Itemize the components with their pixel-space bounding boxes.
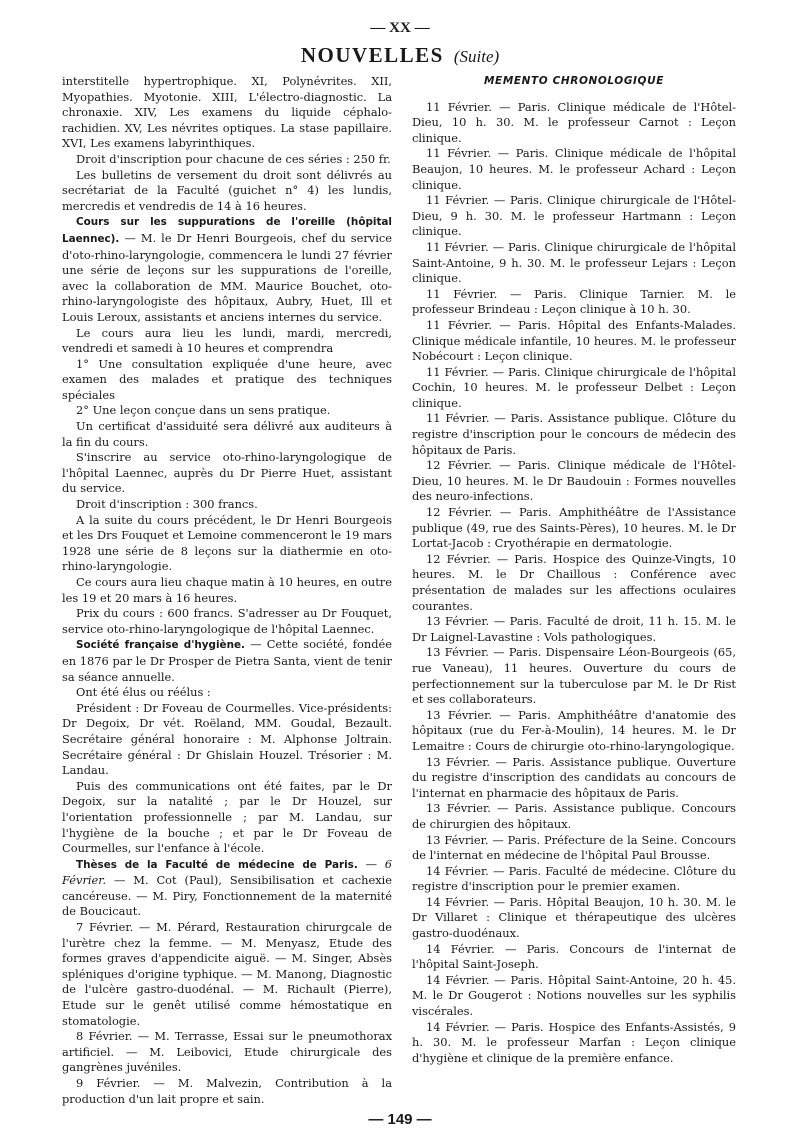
paragraph: Puis des communications ont été faites, par le Dr Degoix, sur la natalité ; par le Dr Houzel, sur l'orientation professionnelle ; par M. Landau, sur l'hygiène de la bouche ; et par le Dr Foveau de Courmelles, sur l'enfance à l'école.: [62, 778, 392, 856]
memento-entry: 11 Février. — Paris. Clinique médicale de l'hôpital Beaujon, 10 heures. M. le professeur Achard : Leçon clinique.: [412, 146, 736, 192]
item-text: — Cette société, fondée en 1876 par le Dr Prosper de Pietra Santa, vient de tenir sa séance annuelle.: [62, 637, 392, 684]
memento-entry: 13 Février. — Paris. Dispensaire Léon-Bourgeois (65, rue Vaneau), 11 heures. Ouverture du cours de perfectionnement sur la tuberculose par M. le Dr Rist et ses collaborateurs.: [412, 645, 736, 707]
page-number: — 149 —: [368, 1111, 432, 1128]
memento-entry: 12 Février. — Paris. Clinique médicale de l'Hôtel-Dieu, 10 heures. M. le Dr Baudouin : Formes nouvelles des neuro-infections.: [412, 458, 736, 504]
paragraph: Un certificat d'assiduité sera délivré aux auditeurs à la fin du cours.: [62, 419, 392, 449]
paragraph: Président : Dr Foveau de Courmelles. Vice-présidents: Dr Degoix, Dr vét. Roëland, MM. Goudal, Bezault. Secrétaire général honoraire : M. Alphonse Joltrain. Secrétaire général : Dr Ghislain Houzel. Trésorier : M. Landau.: [62, 700, 392, 778]
memento-entry: 11 Février. — Paris. Assistance publique. Clôture du registre d'inscription pour le concours de médecin des hôpitaux de Paris.: [412, 411, 736, 457]
item-heading: Cours sur les suppurations de l'oreille (hôpital Laennec).: [62, 216, 392, 245]
memento-entry: 11 Février. — Paris. Clinique chirurgicale de l'hôpital Cochin, 10 heures. M. le professeur Delbet : Leçon clinique.: [412, 364, 736, 410]
paragraph: Prix du cours : 600 francs. S'adresser au Dr Fouquet, service oto-rhino-laryngologique de l'hôpital Laennec.: [62, 606, 392, 636]
item-text: — M. Cot (Paul), Sensibilisation et cachexie cancéreuse. — M. Piry, Fonctionnement de la maternité de Boucicaut.: [62, 873, 393, 919]
memento-entry: 11 Février. — Paris. Hôpital des Enfants-Malades. Clinique médicale infantile, 10 heures. M. le professeur Nobécourt : Leçon clinique.: [412, 317, 736, 364]
memento-entry: 14 Février. — Paris. Hôpital Beaujon, 10 h. 30. M. le Dr Villaret : Clinique et thérapeutique des ulcères gastro-duodénaux.: [412, 894, 736, 941]
item-text: — M. le Dr Henri Bourgeois, chef du service d'oto-rhino-laryngologie, commencera le lundi 27 février une série de leçons sur les suppurations de l'oreille, avec la collaboration de MM. Maurice Bouchet, oto-rhino-laryngologiste des hôpitaux, Aubry, Huet, Ill et Louis Leroux, assistants et anciens internes du service.: [62, 230, 392, 324]
memento-entry: 13 Février. — Paris. Faculté de droit, 11 h. 15. M. le Dr Laignel-Lavastine : Vols pathologiques.: [412, 614, 736, 644]
memento-list: [412, 100, 736, 1067]
item-heading: Thèses de la Faculté de médecine de Paris.: [76, 858, 358, 871]
paragraph: Le cours aura lieu les lundi, mardi, mercredi, vendredi et samedi à 10 heures et comprendra: [62, 325, 392, 356]
title-suite: (Suite): [453, 47, 500, 66]
paragraph: 1° Une consultation expliquée d'une heure, avec examen des malades et pratique des techniques spéciales: [62, 356, 392, 402]
paragraph: Ce cours aura lieu chaque matin à 10 heures, en outre les 19 et 20 mars à 16 heures.: [62, 575, 392, 605]
thesis-day: 7 Février. — M. Pérard, Restauration chirurgcale de l'urètre chez la femme. — M. Menyasz, Etude des formes graves d'appendicite aiguë. — M. Singer, Absès spléniques d'origine typhique. — M. Manong, Diagnostic de l'ulcère gastro-duodénal. — M. Richault (Pierre), Etude sur le genêt utilisé comme hémostatique en stomatologie.: [62, 920, 392, 1028]
paragraph: interstitelle hypertrophique. XI, Polynévrites. XII, Myopathies. Myotonie. XIII, L'électro-diagnostic. La chronaxie. XIV, Les examens du liquide céphalo-rachidien. XV, Les névrites optiques. La stase papillaire. XVI, Les examens labyrinthiques.: [62, 74, 392, 151]
paragraph: Les bulletins de versement du droit sont délivrés au secrétariat de la Faculté (guichet n° 4) les lundis, mercredis et vendredis de 14 à 16 heures.: [62, 167, 392, 213]
memento-entry: 14 Février. — Paris. Hospice des Enfants-Assistés, 9 h. 30. M. le professeur Marfan : Leçon clinique d'hygiène et clinique de la première enfance.: [412, 1019, 736, 1065]
memento-entry: 14 Février. — Paris. Concours de l'internat de l'hôpital Saint-Joseph.: [412, 941, 736, 972]
item-heading: Société française d'hygiène.: [76, 639, 245, 652]
paragraph: Droit d'inscription : 300 francs.: [76, 497, 258, 512]
paragraph: A la suite du cours précédent, le Dr Henri Bourgeois et les Drs Fouquet et Lemoine commenceront le 19 mars 1928 une série de 8 leçons sur la diathermie en oto-rhino-laryngologie.: [62, 512, 392, 574]
paragraph: Droit d'inscription pour chacune de ces séries : 250 fr.: [76, 151, 391, 166]
paragraph: S'inscrire au service oto-rhino-laryngologique de l'hôpital Laennec, auprès du Dr Pierre Huet, assistant du service.: [62, 450, 392, 496]
memento-entry: 13 Février. — Paris. Préfecture de la Seine. Concours de l'internat en médecine de l'hôpital Paul Brousse.: [412, 832, 736, 863]
memento-entry: 12 Février. — Paris. Hospice des Quinze-Vingts, 10 heures. M. le Dr Chaillous : Conférence avec présentation de malades sur les affections oculaires courantes.: [412, 551, 736, 613]
right-column: [412, 74, 736, 1066]
memento-entry: 13 Février. — Paris. Assistance publique. Ouverture du registre d'inscription des candidats au concours de l'internat en pharmacie des hôpitaux de Paris.: [412, 754, 736, 800]
roman-page-number: — XX —: [370, 20, 430, 36]
memento-entry: 11 Février. — Paris. Clinique chirurgicale de l'Hôtel-Dieu, 9 h. 30. M. le professeur Hartmann : Leçon clinique.: [412, 193, 736, 239]
paragraph: 2° Une leçon conçue dans un sens pratique.: [76, 403, 331, 418]
memento-entry: 11 Février. — Paris. Clinique médicale de l'Hôtel-Dieu, 10 h. 30. M. le professeur Carnot : Leçon clinique.: [412, 99, 736, 145]
section-title: [0, 43, 800, 68]
memento-entry: 14 Février. — Paris. Hôpital Saint-Antoine, 20 h. 45. M. le Dr Gougerot : Notions nouvelles sur les syphilis viscérales.: [412, 972, 736, 1019]
title-main: NOUVELLES: [300, 43, 444, 67]
memento-entry: 13 Février. — Paris. Assistance publique. Concours de chirurgien des hôpitaux.: [412, 801, 736, 831]
memento-entry: 11 Février. — Paris. Clinique chirurgicale de l'hôpital Saint-Antoine, 9 h. 30. M. le professeur Lejars : Leçon clinique.: [412, 239, 736, 286]
thesis-day: 8 Février. — M. Terrasse, Essai sur le pneumothorax artificiel. — M. Leibovici, Etude chirurgicale des gangrènes juvéniles.: [62, 1029, 392, 1075]
news-item-cours-oreille: [62, 214, 392, 325]
memento-entry: 12 Février. — Paris. Amphithéâtre de l'Assistance publique (49, rue des Saints-Pères), 10 heures. M. le Dr Lortat-Jacob : Cryothérapie en dermatologie.: [412, 505, 736, 551]
memento-entry: 14 Février. — Paris. Faculté de médecine. Clôture du registre d'inscription pour le premier examen.: [412, 863, 736, 894]
left-column: [62, 74, 392, 1107]
memento-entry: 11 Février. — Paris. Clinique Tarnier. M. le professeur Brindeau : Leçon clinique à 10 h. 30.: [412, 286, 736, 317]
memento-title: MEMENTO CHRONOLOGIQUE: [484, 75, 664, 87]
paragraph: Ont été élus ou réélus :: [76, 685, 211, 700]
memento-entry: 13 Février. — Paris. Amphithéâtre d'anatomie des hôpitaux (rue du Fer-à-Moulin), 14 heures. M. le Dr Lemaitre : Cours de chirurgie oto-rhino-laryngologique.: [412, 707, 736, 753]
news-item-societe: [62, 637, 392, 685]
item-lead: — 6 Février.: [62, 856, 393, 888]
thesis-day: 9 Février. — M. Malvezin, Contribution à la production d'un lait propre et sain.: [62, 1076, 392, 1106]
news-item-theses: [62, 857, 392, 920]
